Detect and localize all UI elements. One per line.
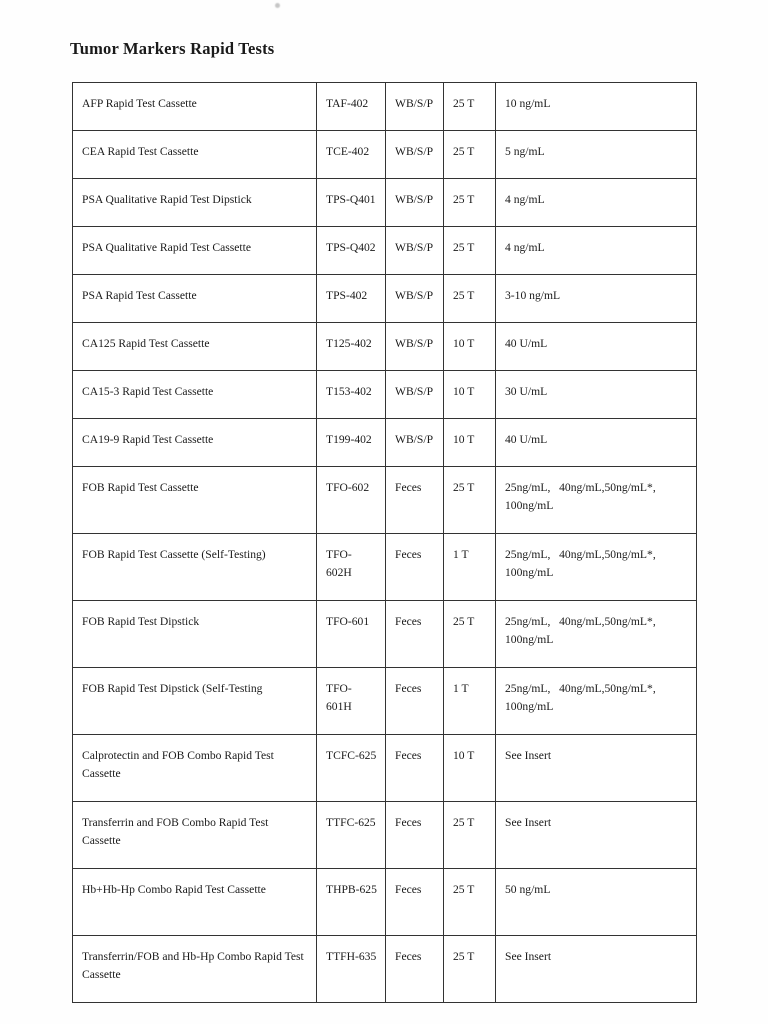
sensitivity-cell [496,802,697,869]
catalog-number-cell: TCFC-625 [317,735,386,802]
specimen-cell: WB/S/P [386,83,444,131]
sensitivity-line: 4 ng/mL [505,193,545,206]
pack-size-cell: 25 T [444,227,496,275]
table-row [73,869,697,936]
sensitivity-line: 25ng/mL, 40ng/mL,50ng/mL*, [505,481,656,494]
sensitivity-line: 3-10 ng/mL [505,289,561,302]
specimen-cell: Feces [386,534,444,601]
catalog-number-cell: TFO-602 [317,467,386,534]
specimen-cell: Feces [386,936,444,1003]
scan-artifact-speck [275,3,280,8]
sensitivity-line: 40 U/mL [505,433,548,446]
table-row [73,802,697,869]
specimen-cell: WB/S/P [386,419,444,467]
catalog-number-cell: TPS-Q401 [317,179,386,227]
pack-size-cell: 25 T [444,275,496,323]
pack-size-cell: 25 T [444,869,496,936]
pack-size-cell: 25 T [444,601,496,668]
specimen-cell: Feces [386,668,444,735]
table-row [73,275,697,323]
sensitivity-cell [496,735,697,802]
sensitivity-line: 25ng/mL, 40ng/mL,50ng/mL*, [505,682,656,695]
sensitivity-line: 100ng/mL [505,699,554,713]
sensitivity-cell [496,371,697,419]
table-row [73,371,697,419]
specimen-cell: WB/S/P [386,227,444,275]
table-row [73,936,697,1003]
catalog-number-cell: TTFH-635 [317,936,386,1003]
sensitivity-line: 5 ng/mL [505,145,545,158]
product-name-cell: Transferrin/FOB and Hb-Hp Combo Rapid Test Cassette [73,936,317,1003]
catalog-number-cell: TTFC-625 [317,802,386,869]
catalog-number-cell: TFO-601H [317,668,386,735]
sensitivity-line: See Insert [505,749,552,762]
product-name-cell: PSA Rapid Test Cassette [73,275,317,323]
product-table-container [72,82,696,1003]
product-name-cell: FOB Rapid Test Dipstick (Self-Testing [73,668,317,735]
sensitivity-cell [496,936,697,1003]
catalog-number-cell: T153-402 [317,371,386,419]
table-row [73,668,697,735]
pack-size-cell: 25 T [444,83,496,131]
table-row [73,83,697,131]
sensitivity-line: 10 ng/mL [505,97,551,110]
sensitivity-line: 4 ng/mL [505,241,545,254]
specimen-cell: WB/S/P [386,179,444,227]
sensitivity-cell [496,323,697,371]
table-row [73,131,697,179]
product-name-cell: CA125 Rapid Test Cassette [73,323,317,371]
pack-size-cell: 10 T [444,735,496,802]
product-name-cell: FOB Rapid Test Dipstick [73,601,317,668]
specimen-cell: WB/S/P [386,323,444,371]
specimen-cell: Feces [386,802,444,869]
catalog-number-cell: TPS-Q402 [317,227,386,275]
product-table-body [73,83,697,1003]
product-name-cell: FOB Rapid Test Cassette [73,467,317,534]
product-name-cell: CA19-9 Rapid Test Cassette [73,419,317,467]
sensitivity-cell [496,534,697,601]
specimen-cell: WB/S/P [386,131,444,179]
catalog-number-cell: T199-402 [317,419,386,467]
sensitivity-cell [496,179,697,227]
catalog-number-cell: TFO-601 [317,601,386,668]
pack-size-cell: 25 T [444,179,496,227]
sensitivity-cell [496,131,697,179]
sensitivity-cell [496,419,697,467]
product-table [72,82,697,1003]
table-row [73,735,697,802]
sensitivity-line: See Insert [505,816,552,829]
product-name-cell: FOB Rapid Test Cassette (Self-Testing) [73,534,317,601]
specimen-cell: Feces [386,869,444,936]
sensitivity-line: 40 U/mL [505,337,548,350]
pack-size-cell: 25 T [444,467,496,534]
pack-size-cell: 10 T [444,419,496,467]
sensitivity-cell [496,869,697,936]
specimen-cell: Feces [386,735,444,802]
sensitivity-line: See Insert [505,950,552,963]
sensitivity-line: 25ng/mL, 40ng/mL,50ng/mL*, [505,615,656,628]
sensitivity-line: 25ng/mL, 40ng/mL,50ng/mL*, [505,548,656,561]
specimen-cell: WB/S/P [386,275,444,323]
specimen-cell: Feces [386,467,444,534]
sensitivity-line: 100ng/mL [505,632,554,646]
product-name-cell: Transferrin and FOB Combo Rapid Test Cassette [73,802,317,869]
pack-size-cell: 10 T [444,371,496,419]
sensitivity-cell [496,601,697,668]
pack-size-cell: 1 T [444,668,496,735]
specimen-cell: Feces [386,601,444,668]
sensitivity-line: 100ng/mL [505,498,554,512]
product-name-cell: CA15-3 Rapid Test Cassette [73,371,317,419]
pack-size-cell: 1 T [444,534,496,601]
pack-size-cell: 25 T [444,131,496,179]
pack-size-cell: 25 T [444,802,496,869]
catalog-number-cell: TAF-402 [317,83,386,131]
table-row [73,601,697,668]
page-title: Tumor Markers Rapid Tests [70,39,275,59]
catalog-number-cell: TPS-402 [317,275,386,323]
sensitivity-cell [496,227,697,275]
sensitivity-cell [496,467,697,534]
sensitivity-line: 100ng/mL [505,565,554,579]
product-name-cell: CEA Rapid Test Cassette [73,131,317,179]
sensitivity-cell [496,668,697,735]
sensitivity-cell [496,83,697,131]
product-name-cell: Calprotectin and FOB Combo Rapid Test Cassette [73,735,317,802]
product-name-cell: PSA Qualitative Rapid Test Dipstick [73,179,317,227]
table-row [73,179,697,227]
table-row [73,419,697,467]
table-row [73,534,697,601]
product-name-cell: PSA Qualitative Rapid Test Cassette [73,227,317,275]
catalog-number-cell: TCE-402 [317,131,386,179]
specimen-cell: WB/S/P [386,371,444,419]
sensitivity-line: 50 ng/mL [505,883,551,896]
product-name-cell: Hb+Hb-Hp Combo Rapid Test Cassette [73,869,317,936]
sensitivity-line: 30 U/mL [505,385,548,398]
catalog-number-cell: T125-402 [317,323,386,371]
product-name-cell: AFP Rapid Test Cassette [73,83,317,131]
table-row [73,227,697,275]
sensitivity-cell [496,275,697,323]
table-row [73,323,697,371]
pack-size-cell: 10 T [444,323,496,371]
table-row [73,467,697,534]
catalog-number-cell: TFO-602H [317,534,386,601]
pack-size-cell: 25 T [444,936,496,1003]
catalog-number-cell: THPB-625 [317,869,386,936]
